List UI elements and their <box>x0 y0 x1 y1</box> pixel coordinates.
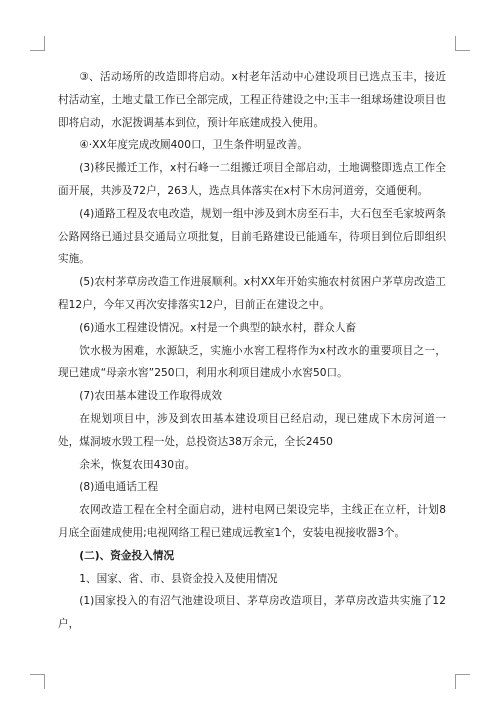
paragraph-roads-power: (4)通路工程及农电改造，规划一组中涉及到木房至石丰，大石包至毛家坡两条公路网络已通过县交通局立项批复，目前毛路建设已能通车，待项目到位后即组织实施。 <box>58 207 446 266</box>
section-heading-funding: (二)、资金投入情况 <box>79 549 175 562</box>
subheading-funding-sources: 1、国家、省、市、县资金投入及使用情况 <box>79 572 278 585</box>
paragraph-power-telecom-detail: 农网改造工程在全村全面启动，进村电网已架设完毕，主线正在立杆，计划8月底全面建成使用;电视网络工程已建成远教室1个，安装电视接收器3个。 <box>58 504 446 539</box>
paragraph-farmland-heading: (7)农田基本建设工作取得成效 <box>79 390 223 403</box>
crop-mark-top-right <box>455 36 470 51</box>
crop-mark-bottom-left <box>30 674 45 689</box>
crop-mark-top-left <box>30 36 45 51</box>
paragraph-thatched-housing: (5)农村茅草房改造工作进展顺利。x村XX年开始实施农村贫困户茅草房改造工程12户，今年又再次安排落实12户，目前正在建设之中。 <box>58 276 446 311</box>
paragraph-national-investment: (1)国家投入的有沼气池建设项目、茅草房改造项目，茅草房改造共实施了12户， <box>58 595 446 631</box>
document-body <box>58 66 446 636</box>
paragraph-relocation: (3)移民搬迁工作，x村石峰一二组搬迁项目全部启动，土地调整即选点工作全面开展，共涉及72户，263人，选点具体落实在x村下木房河道旁，交通便利。 <box>58 162 446 197</box>
paragraph-water-heading: (6)通水工程建设情况。x村是一个典型的缺水村，群众人畜 <box>79 321 357 334</box>
paragraph-farmland-detail: 在规划项目中，涉及到农田基本建设项目已经启动，现已建成下木房河道一处，煤洞坡水毁工程一处，总投资达38万余元，全长2450 <box>58 412 446 448</box>
paragraph-power-telecom-heading: (8)通电通话工程 <box>79 481 159 494</box>
crop-mark-bottom-right <box>455 674 470 689</box>
paragraph-toilet-renovation: ④·XX年度完成改厕400口，卫生条件明显改善。 <box>79 139 309 152</box>
paragraph-activity-venue: ③、活动场所的改造即将启动。x村老年活动中心建设项目已选点玉丰，接近村活动室，土地丈量工作已全部完成，工程正待建设之中;玉丰一组球场建设项目也即将启动，水泥拨调基本到位，预计年底建成投入使用。 <box>58 71 446 129</box>
paragraph-farmland-restore: 余米，恢复农田430亩。 <box>79 458 196 471</box>
paragraph-water-detail: 饮水极为困难，水源缺乏，实施小水窖工程将作为x村改水的重要项目之一，现已建成“母亲水窖”250口，利用水利项目建成小水窖50口。 <box>58 344 446 380</box>
